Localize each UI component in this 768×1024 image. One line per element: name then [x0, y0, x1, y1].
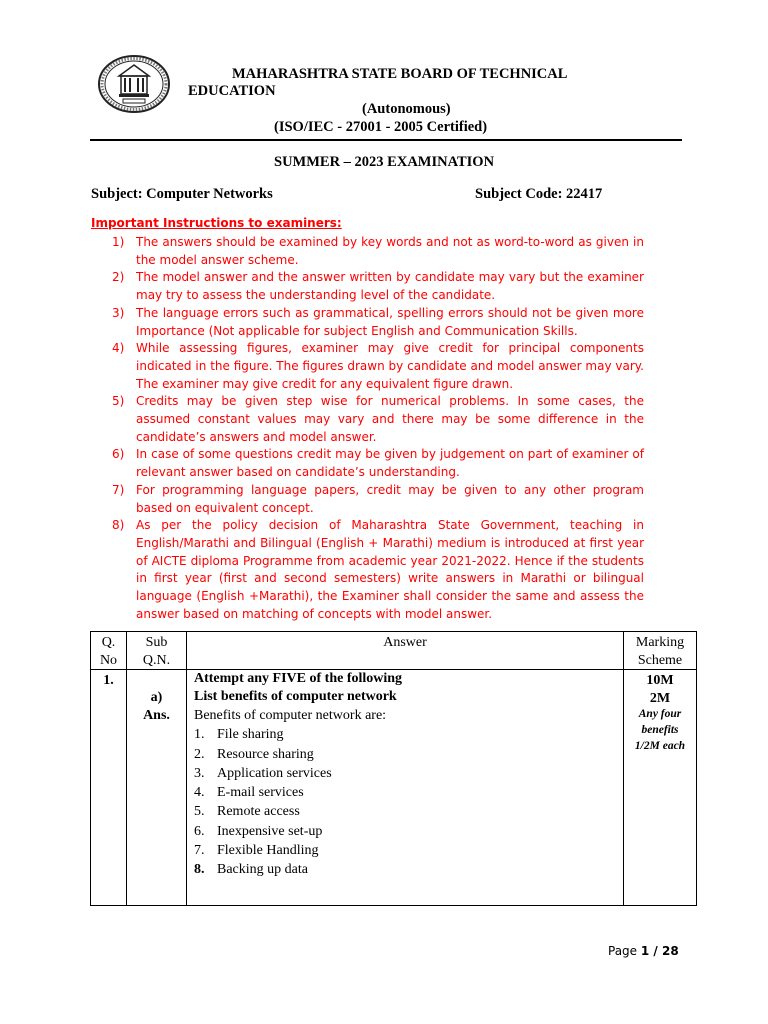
list-item: 1. File sharing — [194, 727, 284, 743]
sub-question-label: a) — [150, 690, 163, 705]
instruction-number: 2) — [112, 270, 125, 285]
list-item: 6. Inexpensive set-up — [194, 823, 323, 839]
total-marks: 10M — [646, 673, 674, 688]
page-number: Page 1 / 28 — [608, 944, 679, 958]
instruction-text: In case of some questions credit may be given by judgement on part of examiner of relevant answer based on candidate’s understanding. — [136, 447, 644, 480]
instruction-item — [110, 305, 644, 340]
instruction-item — [110, 393, 644, 446]
list-item: 3. Application services — [194, 765, 332, 781]
instruction-item — [110, 234, 644, 269]
instruction-item — [110, 517, 644, 623]
list-item: 8. Backing up data — [194, 862, 308, 878]
instruction-number: 4) — [112, 341, 125, 356]
subject-name: Subject: Computer Networks — [91, 186, 273, 202]
answer-intro: Benefits of computer network are: — [194, 708, 387, 723]
question-text: List benefits of computer network — [194, 689, 397, 704]
instruction-text: The language errors such as grammatical, spelling errors should not be given more Importance (Not applicable for subject English and Communication Skills. — [136, 305, 644, 338]
instruction-item — [110, 340, 644, 393]
answer-table — [90, 631, 697, 906]
list-item: 5. Remote access — [194, 804, 300, 820]
header-divider — [90, 139, 682, 141]
question-marks: 2M — [649, 691, 671, 706]
instruction-text: The model answer and the answer written by candidate may vary but the examiner may try to assess the understanding level of the candidate. — [136, 270, 644, 303]
marking-note: Any four benefits 1/2M each — [634, 708, 686, 752]
question-number: 1. — [103, 673, 114, 688]
instructions-title: Important Instructions to examiners: — [91, 216, 342, 230]
instruction-number: 7) — [112, 482, 125, 497]
certification-label: (ISO/IEC - 27001 - 2005 Certified) — [274, 119, 488, 135]
instruction-number: 5) — [112, 394, 125, 409]
instruction-text: The answers should be examined by key words and not as word-to-word as given in the model answer scheme. — [136, 235, 644, 267]
table-divider — [186, 632, 187, 905]
board-name-line1: MAHARASHTRA STATE BOARD OF TECHNICAL — [232, 66, 568, 82]
answer-label: Ans. — [143, 708, 170, 723]
instruction-text: For programming language papers, credit may be given to any other program based on equivalent concept. — [136, 482, 644, 515]
list-item: 7. Flexible Handling — [194, 843, 319, 859]
board-name-line2: EDUCATION — [188, 83, 276, 99]
col-header-subqn: Sub Q.N. — [142, 635, 171, 668]
question-heading: Attempt any FIVE of the following — [194, 671, 403, 686]
exam-title: SUMMER – 2023 EXAMINATION — [274, 154, 495, 170]
list-item: 2. Resource sharing — [194, 746, 314, 762]
instructions-list — [110, 234, 644, 623]
instruction-item — [110, 446, 644, 481]
instruction-text: Credits may be given step wise for numerical problems. In some cases, the assumed constant values may vary and there may be some difference in the candidate’s answers and model answer. — [136, 394, 644, 444]
instruction-number: 1) — [112, 235, 125, 249]
instruction-number: 3) — [112, 305, 125, 320]
answer-cell — [194, 670, 619, 880]
msbte-seal-icon — [97, 54, 171, 114]
instruction-text: As per the policy decision of Maharashtra State Government, teaching in English/Marathi and Bilingual (English + Marathi) medium is introduced at first year of AICTE diploma Programme from academic year 2021-2022. Hence if the students in first year (first and second semesters) write answers in Marathi or bilingual language (English +Marathi), the Examiner shall consider the same and assess the answer based on matching of concepts with model answer. — [136, 518, 644, 621]
instruction-number: 8) — [112, 518, 125, 533]
list-item: 4. E-mail services — [194, 785, 304, 801]
table-divider — [126, 632, 127, 905]
autonomous-label: (Autonomous) — [362, 101, 451, 117]
instruction-number: 6) — [112, 447, 125, 462]
benefits-list — [194, 725, 619, 879]
instruction-item — [110, 482, 644, 517]
instruction-text: While assessing figures, examiner may give credit for principal components indicated in the figure. The figures drawn by candidate and model answer may vary. The examiner may give credit for any equivalent figure drawn. — [136, 341, 644, 391]
subject-code: Subject Code: 22417 — [475, 186, 603, 202]
col-header-qno: Q. No — [99, 635, 118, 668]
col-header-marking: Marking Scheme — [635, 635, 685, 668]
instruction-item — [110, 269, 644, 304]
col-header-answer: Answer — [383, 635, 427, 650]
